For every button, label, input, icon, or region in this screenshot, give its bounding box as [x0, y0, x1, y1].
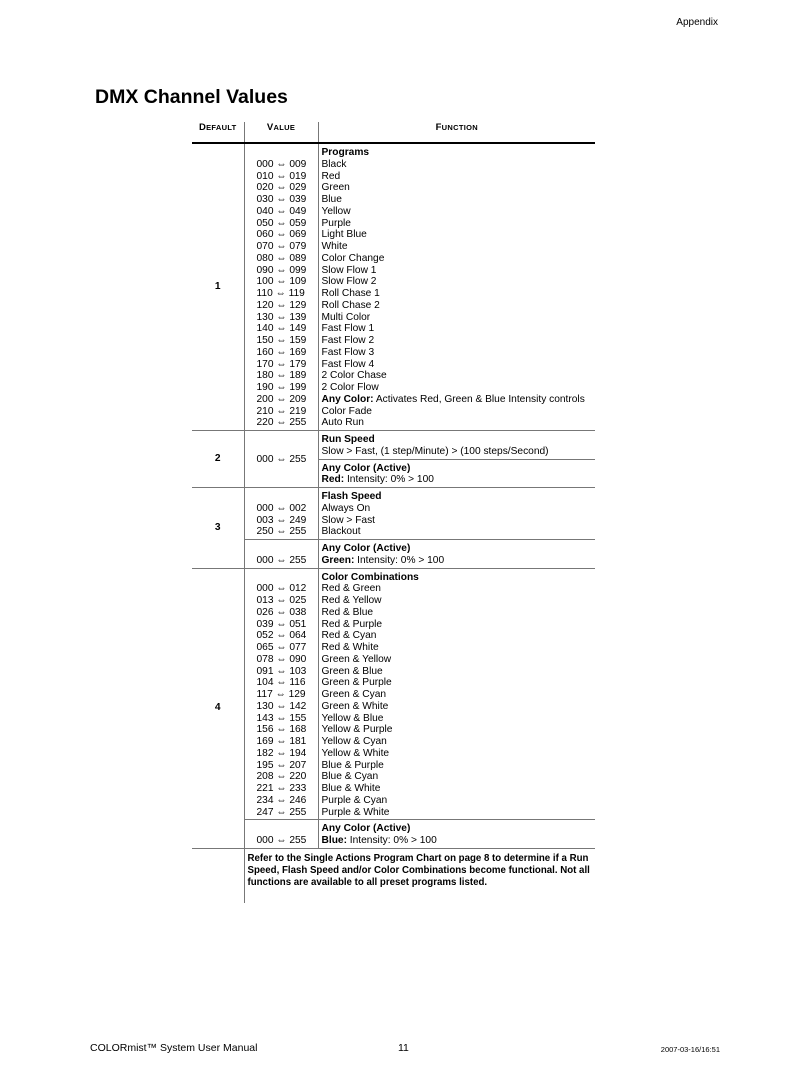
- channel-1-value-range: 020 ⇔ 029: [256, 182, 307, 194]
- channel-1-function-label: Roll Chase 2: [321, 299, 380, 311]
- channel-1-function-label: Slow Flow 1: [321, 264, 377, 276]
- channel-1-value-range: 090 ⇔ 099: [256, 264, 307, 276]
- channel-1-function-label: Red: [321, 170, 341, 182]
- channel-4-function-label: Red & White: [321, 642, 379, 653]
- channel-1-function-label: Green: [321, 182, 350, 194]
- channel-4-function-label: Yellow & Blue: [321, 712, 384, 724]
- channel-1-value-range: 150 ⇔ 159: [256, 335, 307, 346]
- channel-1-function-label: Color Fade: [321, 405, 372, 417]
- channel-1-function-label: 2 Color Flow: [321, 382, 379, 393]
- channel-4-value-range: 182 ⇔ 194: [256, 747, 307, 759]
- channel-1-value-range: 040 ⇔ 049: [256, 205, 307, 217]
- any-color-text: Intensity: 0% > 100: [346, 835, 437, 846]
- channel-4-function-label: Blue & Purple: [321, 759, 384, 771]
- channel-1-function-label: Blue: [321, 194, 342, 205]
- channel-4-function-label: Yellow & Purple: [321, 724, 393, 736]
- page-title: DMX Channel Values: [95, 86, 288, 108]
- channel-2-value: 000 ⇔ 255: [244, 431, 318, 488]
- channel-4-value-range: 065 ⇔ 077: [256, 642, 307, 653]
- default-column-header: DEFAULT: [192, 122, 244, 143]
- channel-1-value-range: 160 ⇔ 169: [256, 346, 307, 358]
- channel-1-value-range: 080 ⇔ 089: [256, 252, 307, 264]
- channel-1-function-label: Fast Flow 2: [321, 335, 375, 346]
- channel-3-value-range: 250 ⇔ 255: [256, 526, 307, 538]
- channel-1-function-label: Slow Flow 2: [321, 276, 377, 288]
- channel-1-values: [244, 143, 318, 431]
- channel-4-value-range: 078 ⇔ 090: [256, 653, 307, 665]
- channel-4-value-range: 208 ⇔ 220: [256, 771, 307, 783]
- channel-1-value-range: 180 ⇔ 189: [256, 370, 307, 382]
- channel-3-values: [244, 488, 318, 540]
- channel-4-value-range: 039 ⇔ 051: [256, 618, 307, 630]
- channel-4-function-label: Green & White: [321, 700, 389, 712]
- channel-4-row-any: [192, 820, 595, 849]
- channel-4-function-label: Purple & White: [321, 806, 390, 818]
- run-speed-text: Slow > Fast, (1 step/Minute) > (100 steps/Second): [321, 445, 549, 457]
- channel-1-function-label: Multi Color: [321, 311, 371, 323]
- color-combinations-heading: Color Combinations: [321, 571, 419, 583]
- channel-4-function-label: Green & Purple: [321, 677, 392, 689]
- channel-4-value-range: 052 ⇔ 064: [256, 630, 307, 642]
- channel-4-value-range: 013 ⇔ 025: [256, 595, 307, 606]
- channel-1-value-range: 170 ⇔ 179: [256, 358, 307, 370]
- channel-1-value-range: 060 ⇔ 069: [256, 229, 307, 241]
- channel-4-value-range: 221 ⇔ 233: [256, 783, 307, 794]
- any-color-label: Blue:: [321, 835, 347, 846]
- channel-3-any-color: [318, 540, 595, 569]
- channel-4-function-label: Blue & Cyan: [321, 771, 379, 783]
- channel-2-row-run: [192, 431, 595, 460]
- channel-4-value-range: 117 ⇔ 129: [256, 689, 306, 700]
- channel-4-default: 4: [192, 568, 244, 848]
- header-section-label: Appendix: [676, 17, 718, 28]
- channel-1-function-label: Purple: [321, 217, 351, 229]
- channel-2-default: 2: [192, 431, 244, 488]
- channel-4-function-label: Green & Yellow: [321, 653, 392, 665]
- any-color-heading: Any Color (Active): [321, 823, 411, 835]
- channel-3-function-label: Slow > Fast: [321, 514, 376, 526]
- channel-1-function-label: Roll Chase 1: [321, 288, 380, 299]
- channel-4-function-label: Green & Cyan: [321, 689, 387, 700]
- any-color-label: Red:: [321, 474, 345, 486]
- channel-1-function-label: Black: [321, 158, 347, 170]
- table-header-row: [192, 122, 595, 143]
- flash-speed-heading: Flash Speed: [321, 491, 382, 502]
- programs-heading: Programs: [321, 147, 370, 158]
- note-row: [192, 848, 595, 903]
- run-speed-heading: Run Speed: [321, 434, 375, 445]
- channel-4-values: [244, 568, 318, 820]
- channel-1-value-range: 120 ⇔ 129: [256, 299, 307, 311]
- channel-4-any-value: 000 ⇔ 255: [244, 820, 318, 849]
- any-color-heading: Any Color (Active): [321, 462, 411, 474]
- channel-1-value-range: 130 ⇔ 139: [256, 311, 307, 323]
- any-color-heading: Any Color (Active): [321, 543, 411, 554]
- channel-4-function-label: Green & Blue: [321, 665, 383, 677]
- any-color-text: Intensity: 0% > 100: [354, 554, 445, 566]
- channel-1-value-range: 140 ⇔ 149: [256, 323, 307, 335]
- channel-4-value-range: 143 ⇔ 155: [256, 712, 307, 724]
- channel-1-function-label: Yellow: [321, 205, 351, 217]
- channel-1-value-range: 000 ⇔ 009: [256, 158, 307, 170]
- channel-4-value-range: 195 ⇔ 207: [256, 759, 307, 771]
- channel-1-function-label: Color Change: [321, 252, 385, 264]
- channel-1-function-label: Fast Flow 1: [321, 323, 375, 335]
- channel-4-value-range: 169 ⇔ 181: [256, 736, 307, 747]
- channel-3-row-any: [192, 540, 595, 569]
- footer-page-number: 11: [398, 1042, 409, 1054]
- channel-1-function-label: White: [321, 241, 348, 252]
- channel-4-function-label: Yellow & White: [321, 747, 390, 759]
- table-note: Refer to the Single Actions Program Chart on page 8 to determine if a Run Speed, Flash Speed and/or Color Combinations become functional. Not all functions are available to all preset programs listed.: [247, 852, 590, 888]
- channel-4-any-color: [318, 820, 595, 849]
- channel-4-function-label: Red & Cyan: [321, 630, 377, 642]
- value-column-header: VALUE: [244, 122, 318, 143]
- channel-4-function-label: Yellow & Cyan: [321, 736, 387, 747]
- channel-3-row-flash: [192, 488, 595, 540]
- channel-4-value-range: 104 ⇔ 116: [256, 677, 306, 689]
- function-column-header: FUNCTION: [318, 122, 595, 143]
- channel-4-value-range: 091 ⇔ 103: [256, 665, 307, 677]
- channel-4-function-label: Red & Blue: [321, 606, 374, 618]
- channel-3-function-label: Blackout: [321, 526, 361, 538]
- channel-1-value-range: 210 ⇔ 219: [256, 405, 307, 417]
- channel-4-function-label: Red & Purple: [321, 618, 383, 630]
- channel-1-value-range: 030 ⇔ 039: [256, 194, 307, 205]
- channel-4-value-range: 026 ⇔ 038: [256, 606, 307, 618]
- channel-3-default: 3: [192, 488, 244, 569]
- channel-1-function-label: Fast Flow 4: [321, 358, 375, 370]
- channel-3-functions: [318, 488, 595, 540]
- channel-3-any-value: 000 ⇔ 255: [244, 540, 318, 569]
- channel-4-value-range: 234 ⇔ 246: [256, 794, 307, 806]
- any-color-text: Intensity: 0% > 100: [344, 474, 434, 486]
- channel-3-value-range: 000 ⇔ 002: [256, 502, 307, 514]
- channel-1-value-range: 110 ⇔ 119: [256, 288, 305, 299]
- channel-1-default: 1: [192, 143, 244, 431]
- channel-1-value-range: 010 ⇔ 019: [256, 170, 307, 182]
- channel-4-value-range: 247 ⇔ 255: [256, 806, 307, 818]
- dmx-channel-table: [192, 122, 595, 903]
- channel-1-function-label: Auto Run: [321, 417, 364, 429]
- channel-1-value-range: 070 ⇔ 079: [256, 241, 307, 252]
- channel-3-value-range: 003 ⇔ 249: [256, 514, 307, 526]
- channel-1-value-range: 100 ⇔ 109: [256, 276, 307, 288]
- channel-1-row: [192, 143, 595, 431]
- channel-4-function-label: Blue & White: [321, 783, 381, 794]
- channel-4-function-label: Red & Yellow: [321, 595, 382, 606]
- channel-1-function-label: Any Color: Activates Red, Green & Blue Intensity controls: [321, 393, 585, 405]
- channel-1-value-range: 190 ⇔ 199: [256, 382, 307, 393]
- channel-1-value-range: 220 ⇔ 255: [256, 417, 307, 429]
- footer-manual-title: COLORmist™ System User Manual: [90, 1042, 258, 1054]
- channel-1-function-label: 2 Color Chase: [321, 370, 387, 382]
- channel-1-functions: [318, 143, 595, 431]
- channel-4-value-range: 000 ⇔ 012: [256, 583, 307, 595]
- channel-4-function-label: Red & Green: [321, 583, 381, 595]
- channel-4-value-range: 130 ⇔ 142: [256, 700, 307, 712]
- channel-4-functions: [318, 568, 595, 820]
- channel-1-function-label: Light Blue: [321, 229, 367, 241]
- channel-4-function-label: Purple & Cyan: [321, 794, 388, 806]
- channel-2-run-speed: [318, 431, 595, 460]
- channel-3-function-label: Always On: [321, 502, 371, 514]
- channel-2-any-color: [318, 459, 595, 488]
- channel-4-row-combos: [192, 568, 595, 820]
- channel-1-value-range: 200 ⇔ 209: [256, 393, 307, 405]
- channel-1-value-range: 050 ⇔ 059: [256, 217, 307, 229]
- footer-timestamp: 2007-03-16/16:51: [660, 1045, 720, 1054]
- channel-1-function-label: Fast Flow 3: [321, 346, 375, 358]
- any-color-label: Green:: [321, 554, 355, 566]
- channel-4-value-range: 156 ⇔ 168: [256, 724, 307, 736]
